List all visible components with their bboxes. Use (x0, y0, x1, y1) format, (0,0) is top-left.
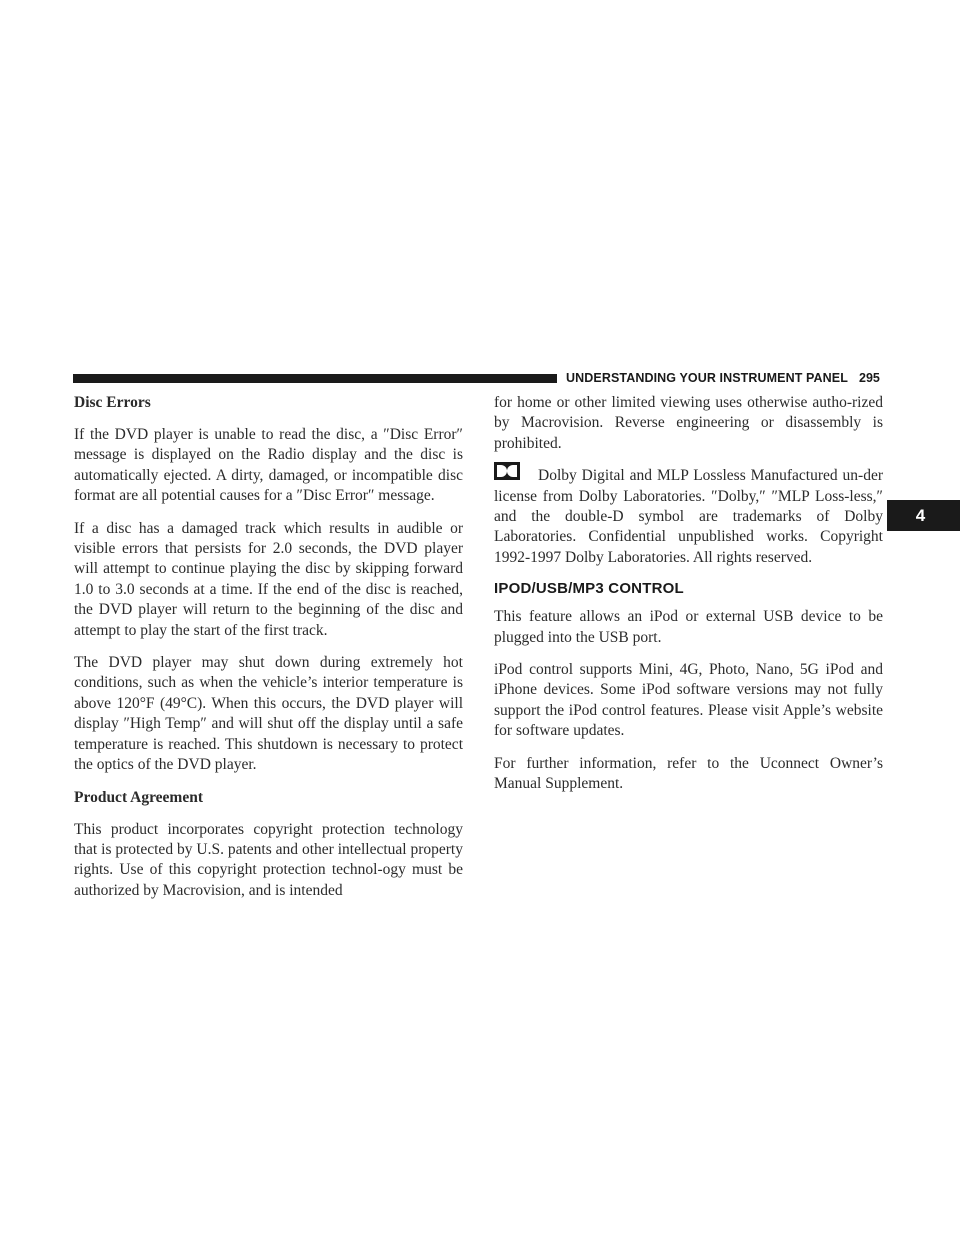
disc-errors-paragraph-1: If the DVD player is unable to read the disc, a ″Disc Error″ message is displayed on the Radio display and the disc is automatically ejected. A dirty, damaged, or incompatible disc format are all potential causes for a ″Disc Error″ message. (74, 426, 463, 505)
ipod-paragraph-1: This feature allows an iPod or external USB device to be plugged into the USB port. (494, 608, 883, 646)
right-column (494, 393, 883, 807)
running-header-title: UNDERSTANDING YOUR INSTRUMENT PANEL (566, 371, 848, 385)
dolby-paragraph (494, 466, 883, 568)
chapter-tab: 4 (887, 500, 960, 531)
disc-errors-heading: Disc Errors (74, 394, 151, 411)
ipod-paragraph-3: For further information, refer to the Uconnect Owner’s Manual Supplement. (494, 754, 883, 793)
product-agreement-paragraph: This product incorporates copyright protection technology that is protected by U.S. patents and other intellectual property rights. Use of this copyright protection technol-ogy must be authorized by Macrovision, and is intended (74, 820, 463, 899)
product-agreement-heading: Product Agreement (74, 788, 203, 806)
dolby-text: Dolby Digital and MLP Lossless Manufactured un-der license from Dolby Laboratories. ″Dolby,″ ″MLP Loss-less,″ and the double-D symbol are trademarks of Dolby Laboratories. Confidential unpublished works. Copyright 1992-1997 Dolby Laboratories. All rights reserved. (494, 467, 883, 566)
disc-errors-paragraph-3: The DVD player may shut down during extremely hot conditions, such as when the vehicle’s interior temperature is above 120°F (49°C). When this occurs, the DVD player will display ″High Temp″ and will shut off the display until a safe temperature is reached. This shutdown is necessary to protect the optics of the DVD player. (74, 654, 463, 774)
ipod-paragraph-2: iPod control supports Mini, 4G, Photo, Nano, 5G iPod and iPhone devices. Some iPod software versions may not fully support the iPod control features. Please visit Apple’s website for software updates. (494, 661, 883, 740)
left-column (74, 393, 463, 913)
product-agreement-continued: for home or other limited viewing uses otherwise autho-rized by Macrovision. Reverse engineering or disassembly is prohibited. (494, 394, 883, 452)
page-number: 295 (859, 371, 880, 385)
disc-errors-paragraph-2: If a disc has a damaged track which results in audible or visible errors that persists for 2.0 seconds, the DVD player will attempt to continue playing the disc by skipping forward 1.0 to 3.0 seconds at a time. If the end of the disc is reached, the DVD player will return to the beginning of the disc and attempt to play the start of the first track. (74, 519, 463, 639)
ipod-usb-mp3-heading: IPOD/USB/MP3 CONTROL (494, 580, 684, 598)
dolby-double-d-icon (494, 462, 520, 480)
header-rule (73, 374, 557, 383)
